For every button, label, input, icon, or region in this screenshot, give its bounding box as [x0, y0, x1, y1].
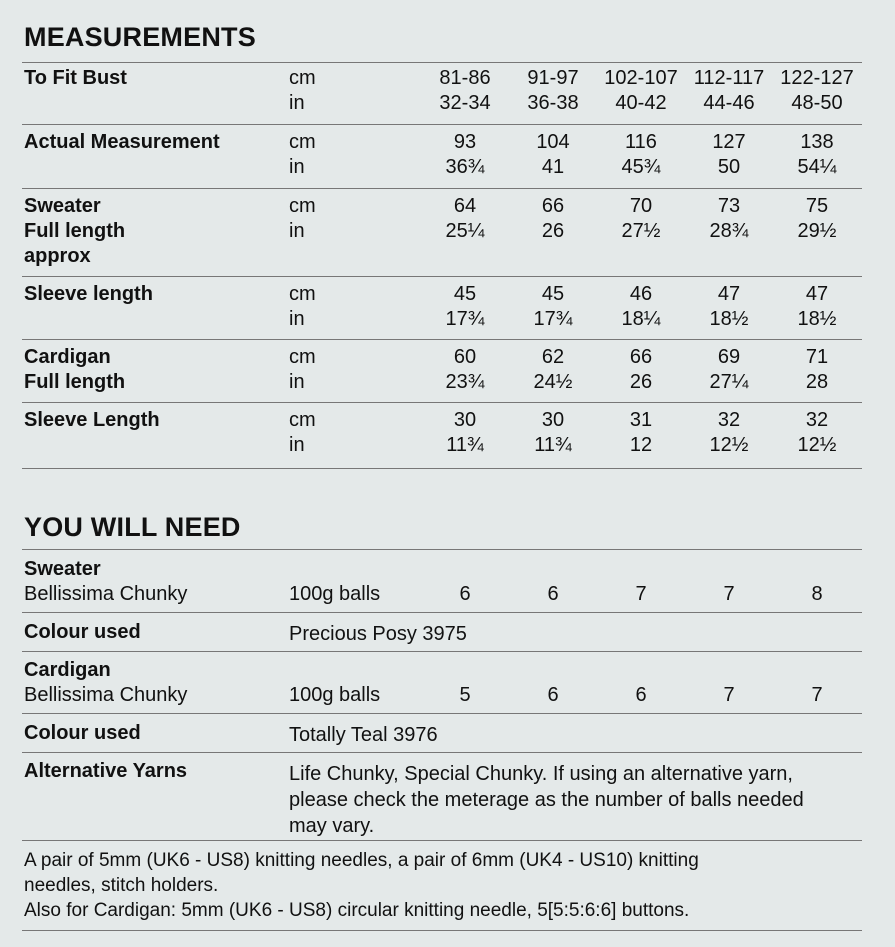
- measurement-value: 81-86: [439, 67, 491, 89]
- measurement-value: 23¾: [445, 371, 485, 393]
- measurement-value: 12½: [709, 434, 749, 456]
- divider: [22, 276, 862, 277]
- unit-labels: [289, 345, 316, 395]
- measurement-value: 70: [629, 195, 653, 217]
- row-label-line: To Fit Bust: [24, 67, 127, 89]
- measurement-value: 48-50: [791, 92, 843, 114]
- unit-label: cm: [289, 409, 316, 431]
- size-column-4: [684, 408, 774, 458]
- notes-line: A pair of 5mm (UK6 - US8) knitting needles, a pair of 6mm (UK4 - US10) knitting: [24, 850, 699, 871]
- size-column-3: [596, 282, 686, 332]
- measurement-value: 64: [453, 195, 477, 217]
- size-column-5: [772, 345, 862, 395]
- unit-labels: [289, 408, 316, 458]
- measurement-value: 122-127: [780, 67, 854, 89]
- measurement-value: 91-97: [527, 67, 579, 89]
- cardigan-balls-size-1: 5: [459, 684, 471, 706]
- measurement-value: 27½: [621, 220, 661, 242]
- size-column-2: [508, 194, 598, 244]
- measurement-value: 26: [541, 220, 565, 242]
- notes-line: needles, stitch holders.: [24, 875, 219, 896]
- measurement-value: 12: [629, 434, 653, 456]
- measurement-value: 30: [453, 409, 477, 431]
- size-column-3: [596, 66, 686, 116]
- size-column-1: [420, 66, 510, 116]
- unit-label: in: [289, 92, 305, 114]
- measurement-value: 44-46: [703, 92, 755, 114]
- row-label-line: Cardigan: [24, 346, 111, 368]
- measurement-value: 69: [717, 346, 741, 368]
- sweater-balls-size-4: 7: [723, 583, 735, 605]
- size-column-5: [772, 282, 862, 332]
- row-label-line: approx: [24, 245, 91, 267]
- measurements-heading: MEASUREMENTS: [24, 22, 256, 52]
- row-label: [24, 130, 220, 155]
- cardigan-title: Cardigan: [24, 659, 111, 681]
- row-label-line: Sweater: [24, 195, 101, 217]
- size-column-5: [772, 130, 862, 180]
- measurement-value: 60: [453, 346, 477, 368]
- measurement-value: 73: [717, 195, 741, 217]
- needles-notes: [24, 848, 864, 923]
- divider: [22, 339, 862, 340]
- notes-line: Also for Cardigan: 5mm (UK6 - US8) circular knitting needle, 5[5:5:6:6] buttons.: [24, 900, 690, 921]
- size-column-5: [772, 66, 862, 116]
- size-column-3: [596, 130, 686, 180]
- size-column-4: [684, 282, 774, 332]
- measurement-value: 30: [541, 409, 565, 431]
- measurement-value: 41: [541, 156, 565, 178]
- row-label-line: Sleeve Length: [24, 409, 160, 431]
- divider: [22, 124, 862, 125]
- sweater-yarn-unit: 100g balls: [289, 583, 381, 605]
- sweater-balls-size-2: 6: [547, 583, 559, 605]
- measurement-value: 26: [629, 371, 653, 393]
- row-label-line: Full length: [24, 220, 126, 242]
- measurement-value: 31: [629, 409, 653, 431]
- size-column-4: [684, 66, 774, 116]
- measurement-value: 28: [805, 371, 829, 393]
- measurement-value: 25¼: [445, 220, 485, 242]
- sweater-yarn-name: Bellissima Chunky: [24, 583, 188, 605]
- alternative-yarns-line: Life Chunky, Special Chunky. If using an alternative yarn,: [289, 763, 793, 785]
- measurement-value: 50: [717, 156, 741, 178]
- cardigan-yarn-unit: 100g balls: [289, 684, 381, 706]
- unit-label: cm: [289, 346, 316, 368]
- measurement-value: 40-42: [615, 92, 667, 114]
- measurement-value: 27¼: [709, 371, 749, 393]
- measurement-value: 45: [541, 283, 565, 305]
- alternative-yarns-line: may vary.: [289, 815, 375, 837]
- size-column-4: [684, 345, 774, 395]
- sweater-colour-value: Precious Posy 3975: [289, 623, 467, 645]
- measurement-value: 32: [805, 409, 829, 431]
- size-column-2: [508, 345, 598, 395]
- measurement-value: 18¼: [621, 308, 661, 330]
- measurement-value: 66: [541, 195, 565, 217]
- alternative-yarns-label: Alternative Yarns: [24, 760, 188, 782]
- measurement-value: 17¾: [533, 308, 573, 330]
- measurement-value: 11¾: [446, 434, 484, 456]
- row-label: [24, 345, 125, 395]
- sweater-balls-size-1: 6: [459, 583, 471, 605]
- divider: [22, 651, 862, 652]
- divider: [22, 752, 862, 753]
- size-column-2: [508, 408, 598, 458]
- divider: [22, 612, 862, 613]
- measurement-value: 47: [805, 283, 829, 305]
- measurement-value: 18½: [709, 308, 749, 330]
- measurement-value: 75: [805, 195, 829, 217]
- row-label: [24, 194, 125, 269]
- size-column-4: [684, 130, 774, 180]
- row-label: [24, 282, 153, 307]
- unit-label: cm: [289, 67, 316, 89]
- measurement-value: 32: [717, 409, 741, 431]
- divider: [22, 402, 862, 403]
- unit-labels: [289, 130, 316, 180]
- sweater-title: Sweater: [24, 558, 101, 580]
- measurement-value: 71: [805, 346, 829, 368]
- divider: [22, 930, 862, 931]
- unit-label: in: [289, 156, 305, 178]
- measurement-value: 24½: [533, 371, 573, 393]
- size-column-1: [420, 408, 510, 458]
- measurement-value: 36-38: [527, 92, 579, 114]
- row-label: [24, 408, 160, 433]
- measurement-value: 28¾: [709, 220, 749, 242]
- unit-label: cm: [289, 283, 316, 305]
- sweater-balls-size-5: 8: [811, 583, 823, 605]
- size-column-1: [420, 282, 510, 332]
- measurement-value: 36¾: [445, 156, 485, 178]
- cardigan-balls-size-3: 6: [635, 684, 647, 706]
- size-column-3: [596, 345, 686, 395]
- row-label-line: Sleeve length: [24, 283, 153, 305]
- unit-label: cm: [289, 131, 316, 153]
- alternative-yarns-line: please check the meterage as the number of balls needed: [289, 789, 804, 811]
- cardigan-yarn-name: Bellissima Chunky: [24, 684, 188, 706]
- measurement-value: 127: [712, 131, 746, 153]
- unit-label: in: [289, 371, 305, 393]
- alternative-yarns-text: [289, 761, 869, 839]
- unit-label: in: [289, 308, 305, 330]
- unit-labels: [289, 194, 316, 244]
- measurement-value: 102-107: [604, 67, 678, 89]
- unit-label: in: [289, 434, 305, 456]
- measurement-value: 47: [717, 283, 741, 305]
- row-label-line: Full length: [24, 371, 126, 393]
- measurement-value: 116: [625, 131, 657, 153]
- measurement-value: 46: [629, 283, 653, 305]
- size-column-2: [508, 66, 598, 116]
- cardigan-colour-value: Totally Teal 3976: [289, 724, 438, 746]
- cardigan-colour-label: Colour used: [24, 722, 141, 744]
- size-column-3: [596, 408, 686, 458]
- measurement-value: 32-34: [439, 92, 491, 114]
- size-column-1: [420, 130, 510, 180]
- size-column-5: [772, 194, 862, 244]
- divider: [22, 840, 862, 841]
- measurement-value: 104: [536, 131, 570, 153]
- divider: [22, 62, 862, 63]
- divider: [22, 188, 862, 189]
- cardigan-balls-size-5: 7: [811, 684, 823, 706]
- cardigan-balls-size-4: 7: [723, 684, 735, 706]
- row-label-line: Actual Measurement: [24, 131, 220, 153]
- measurement-value: 62: [541, 346, 565, 368]
- size-column-1: [420, 345, 510, 395]
- unit-label: in: [289, 220, 305, 242]
- size-column-4: [684, 194, 774, 244]
- measurement-value: 45¾: [621, 156, 661, 178]
- measurement-value: 112-117: [693, 67, 765, 89]
- unit-label: cm: [289, 195, 316, 217]
- divider: [22, 468, 862, 469]
- measurement-value: 29½: [797, 220, 837, 242]
- sweater-balls-size-3: 7: [635, 583, 647, 605]
- size-column-1: [420, 194, 510, 244]
- measurement-value: 45: [453, 283, 477, 305]
- sweater-colour-label: Colour used: [24, 621, 141, 643]
- measurement-value: 93: [453, 131, 477, 153]
- unit-labels: [289, 282, 316, 332]
- measurement-value: 54¼: [797, 156, 837, 178]
- you-will-need-heading: YOU WILL NEED: [24, 512, 241, 542]
- size-column-3: [596, 194, 686, 244]
- divider: [22, 549, 862, 550]
- measurement-value: 138: [800, 131, 834, 153]
- measurement-value: 12½: [797, 434, 837, 456]
- unit-labels: [289, 66, 316, 116]
- measurement-value: 17¾: [445, 308, 485, 330]
- divider: [22, 713, 862, 714]
- size-column-5: [772, 408, 862, 458]
- measurement-value: 11¾: [534, 434, 572, 456]
- size-column-2: [508, 130, 598, 180]
- cardigan-balls-size-2: 6: [547, 684, 559, 706]
- size-column-2: [508, 282, 598, 332]
- measurement-value: 18½: [797, 308, 837, 330]
- measurement-value: 66: [629, 346, 653, 368]
- row-label: [24, 66, 127, 91]
